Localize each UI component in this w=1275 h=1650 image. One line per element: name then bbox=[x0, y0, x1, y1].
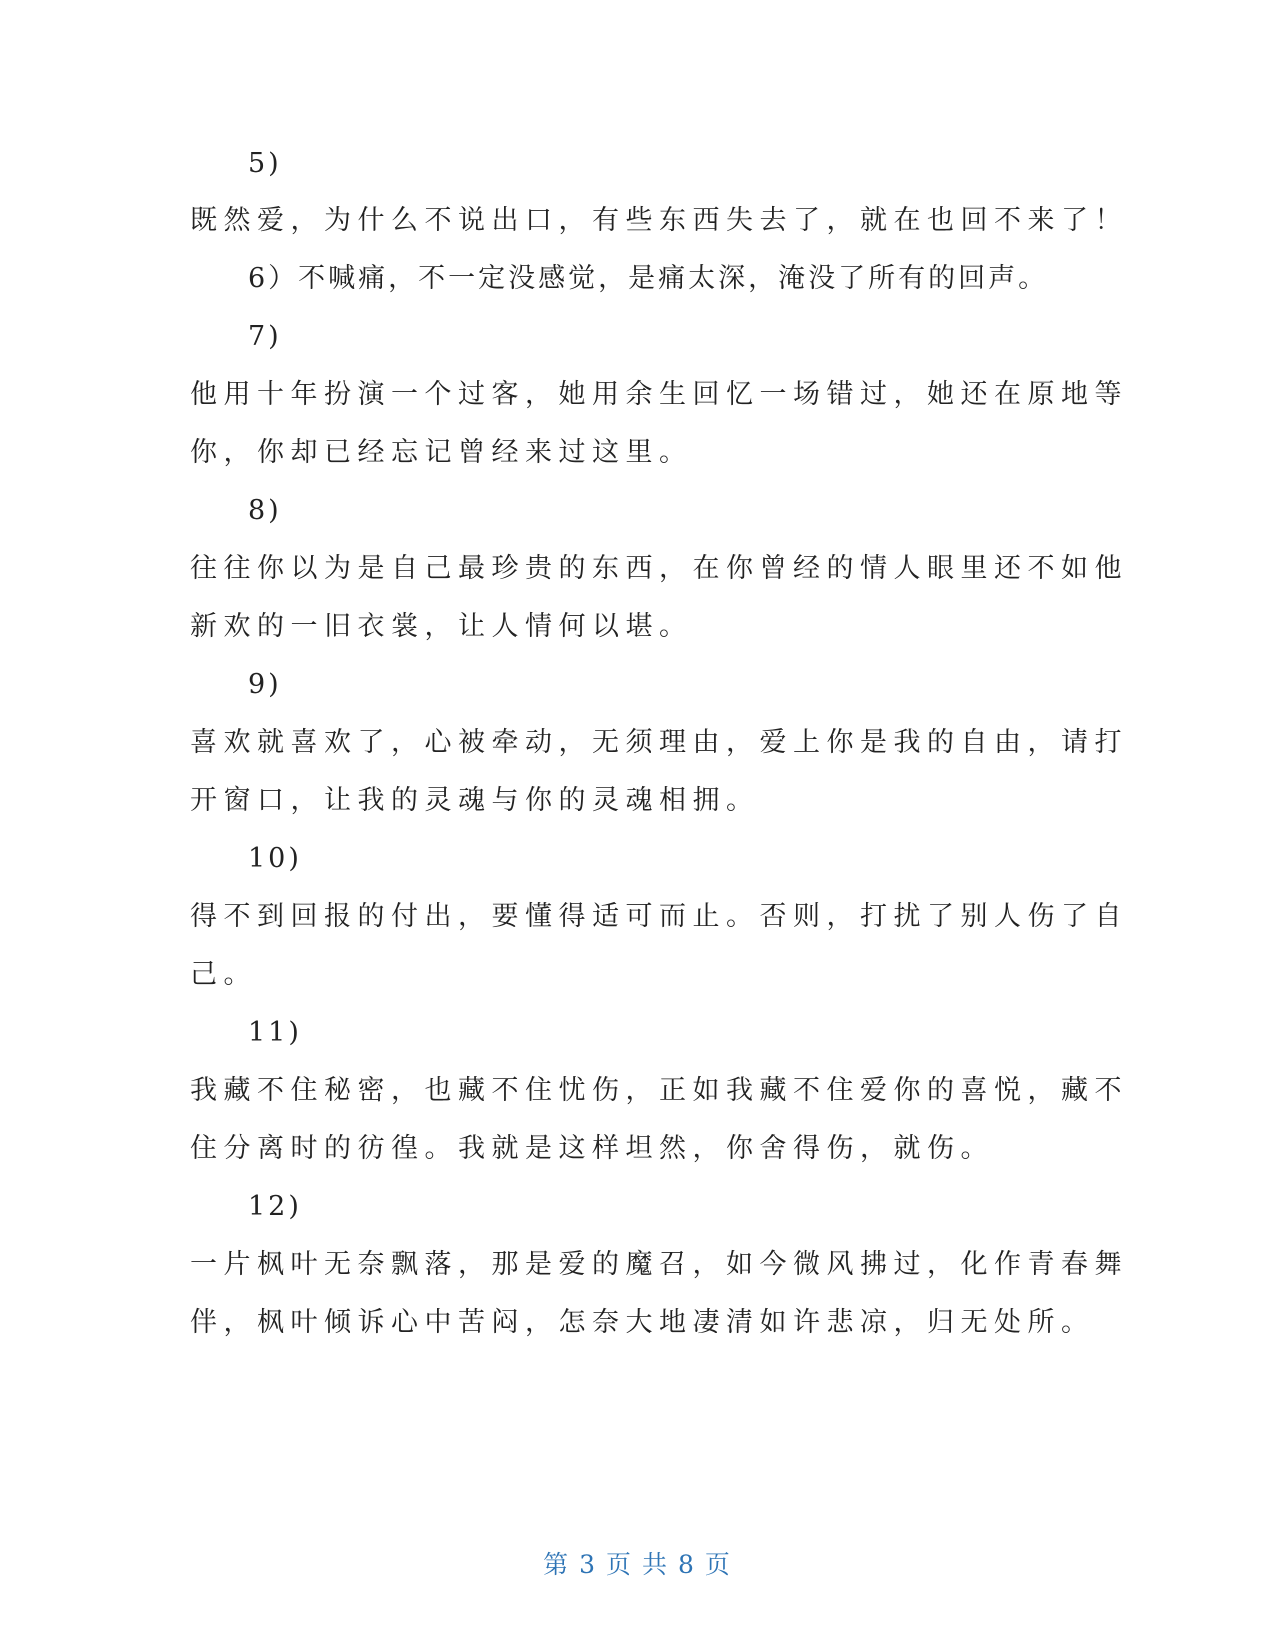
total-pages: 8 bbox=[678, 1550, 696, 1579]
paragraph-line: 开窗口，让我的灵魂与你的灵魂相拥。 bbox=[190, 785, 760, 816]
paragraph-line: 既然爱，为什么不说出口，有些东西失去了，就在也回不来了！ bbox=[190, 205, 1128, 236]
page-number: 3 bbox=[579, 1550, 597, 1579]
item-number-11: 11) bbox=[248, 1017, 302, 1048]
footer-total-word: 共 bbox=[642, 1550, 670, 1579]
item-number-7: 7) bbox=[248, 321, 282, 352]
paragraph-line: 新欢的一旧衣裳，让人情何以堪。 bbox=[190, 611, 693, 642]
paragraph-line: 住分离时的彷徨。我就是这样坦然，你舍得伤，就伤。 bbox=[190, 1133, 994, 1164]
paragraph-line: 往往你以为是自己最珍贵的东西，在你曾经的情人眼里还不如他 bbox=[190, 553, 1128, 584]
item-number-12: 12) bbox=[248, 1191, 302, 1222]
item-line-6: 6）不喊痛，不一定没感觉，是痛太深，淹没了所有的回声。 bbox=[248, 263, 1049, 294]
page-footer bbox=[0, 1545, 1275, 1581]
paragraph-line: 喜欢就喜欢了，心被牵动，无须理由，爱上你是我的自由，请打 bbox=[190, 727, 1128, 758]
paragraph-line: 得不到回报的付出，要懂得适可而止。否则，打扰了别人伤了自 bbox=[190, 901, 1128, 932]
paragraph-line: 伴，枫叶倾诉心中苦闷，怎奈大地凄清如许悲凉，归无处所。 bbox=[190, 1307, 1095, 1338]
item-number-10: 10) bbox=[248, 843, 302, 874]
paragraph-line: 一片枫叶无奈飘落，那是爱的魔召，如今微风拂过，化作青春舞 bbox=[190, 1249, 1128, 1280]
footer-page-word: 页 bbox=[605, 1550, 633, 1579]
paragraph-line: 他用十年扮演一个过客，她用余生回忆一场错过，她还在原地等 bbox=[190, 379, 1128, 410]
paragraph-line: 你，你却已经忘记曾经来过这里。 bbox=[190, 437, 693, 468]
footer-suffix: 页 bbox=[704, 1550, 732, 1579]
paragraph-line: 己。 bbox=[190, 959, 257, 990]
item-number-9: 9) bbox=[248, 669, 282, 700]
item-number-5: 5) bbox=[248, 148, 282, 179]
paragraph-line: 我藏不住秘密，也藏不住忧伤，正如我藏不住爱你的喜悦，藏不 bbox=[190, 1075, 1128, 1106]
item-number-8: 8) bbox=[248, 495, 282, 526]
footer-prefix: 第 bbox=[543, 1550, 571, 1579]
